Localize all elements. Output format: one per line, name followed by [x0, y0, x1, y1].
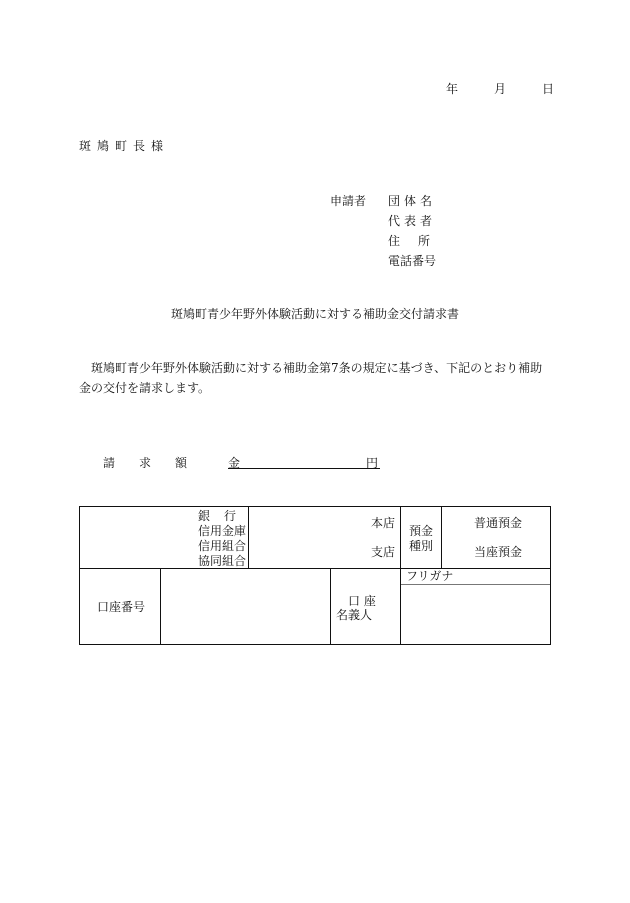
ordinary-deposit-option: 普通預金	[474, 516, 523, 530]
current-deposit-option: 当座預金	[474, 545, 523, 559]
deposit-type-label-2: 種別	[409, 539, 434, 553]
recipient-line: 斑鳩町長様	[79, 139, 170, 153]
col-divider-branch	[400, 507, 401, 568]
phone-label: 電話番号	[388, 254, 437, 268]
representative-label: 代表者	[388, 214, 437, 228]
col-divider-account-number	[160, 568, 161, 644]
account-holder-label-1: 口 座	[348, 594, 376, 608]
claim-amount-prefix: 金	[228, 456, 241, 470]
body-paragraph: 斑鳩町青少年野外体験活動に対する補助金第7条の規定に基づき、下記のとおり補助金の交付を請求します。	[79, 361, 543, 395]
claim-amount-suffix: 円	[366, 456, 379, 470]
date-line	[446, 80, 556, 96]
account-number-label: 口座番号	[97, 600, 146, 614]
institution-bank: 銀行	[198, 509, 251, 523]
deposit-type-label-1: 預金	[409, 524, 434, 538]
applicant-label: 申請者	[330, 194, 367, 208]
branch-office-label: 支店	[371, 545, 396, 559]
address-label: 住所	[388, 234, 449, 248]
date-year-label: 年	[446, 82, 459, 96]
col-divider-account-value	[330, 568, 331, 644]
col-divider-holder-label	[400, 568, 401, 644]
account-holder-label-2: 名義人	[336, 608, 373, 622]
bank-info-table	[79, 506, 551, 645]
claim-amount-underline	[228, 468, 380, 469]
col-divider-deposit-label	[441, 507, 442, 568]
date-month-label: 月	[494, 82, 507, 96]
document-title: 斑鳩町青少年野外体験活動に対する補助金交付請求書	[170, 307, 459, 321]
claim-amount-label: 請求額	[103, 456, 212, 470]
institution-shinkin: 信用金庫	[198, 524, 247, 538]
row-divider	[80, 568, 550, 569]
date-day-label: 日	[542, 82, 555, 96]
institution-shinkumi: 信用組合	[198, 539, 247, 553]
org-name-label: 団体名	[388, 194, 437, 208]
furigana-divider	[401, 584, 550, 585]
applicant-block	[330, 192, 460, 272]
furigana-label: フリガナ	[406, 569, 454, 583]
head-office-label: 本店	[371, 516, 396, 530]
institution-kyodo: 協同組合	[198, 554, 247, 568]
